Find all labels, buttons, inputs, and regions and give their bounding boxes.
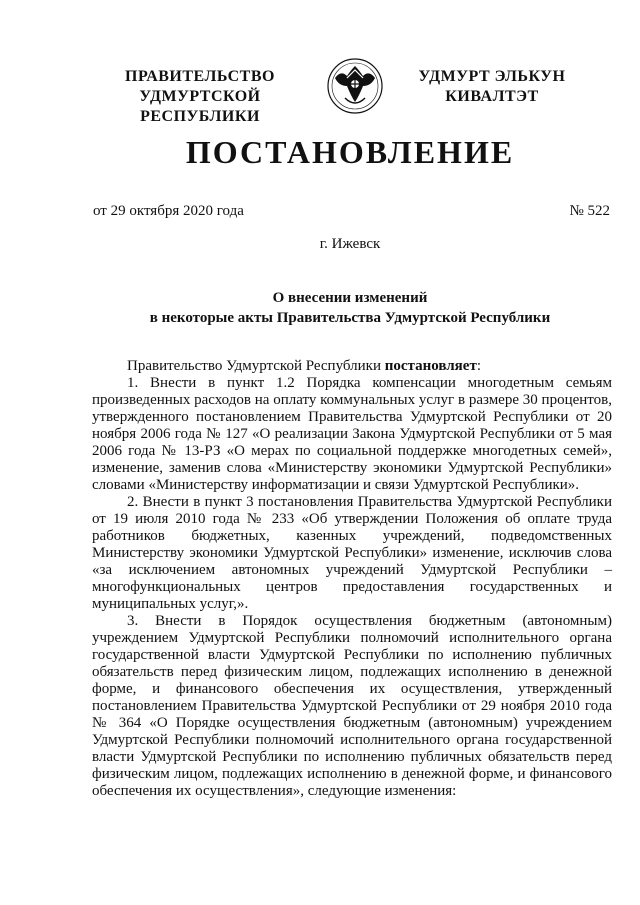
document-city: г. Ижевск <box>319 236 381 252</box>
header-right-authority <box>412 67 572 107</box>
header-left-authority <box>80 67 320 127</box>
document-type-title: ПОСТАНОВЛЕНИЕ <box>185 134 515 170</box>
udmurt-coat-of-arms-icon <box>327 56 383 116</box>
intro-colon: : <box>476 358 481 374</box>
document-body <box>92 358 612 800</box>
document-date: от 29 октября 2020 года <box>93 203 244 219</box>
intro-paragraph <box>92 358 612 375</box>
intro-keyword: постановляет <box>384 358 477 374</box>
paragraph-1: 1. Внести в пункт 1.2 Порядка компенсации многодетным семьям произведенных расходов на оплату коммунальных услуг в размере 30 процентов, утвержденного постановлением Правительства Удмуртской Республики от 20 ноября 2006 года № 127 «О реализации Закона Удмуртской Республики от 5 мая 2006 года № 13-РЗ «О мерах по социальной поддержке многодетных семей», изменение, заменив слова «Министерству экономики Удмуртской Республики» словами «Министерству информатизации и связи Удмуртской Республики». <box>92 375 612 493</box>
subject-line2: в некоторые акты Правительства Удмуртской Республики <box>149 310 551 326</box>
document-subject <box>0 288 640 328</box>
authority-name-line2: УДМУРТСКОЙ РЕСПУБЛИКИ <box>139 88 261 125</box>
intro-text: Правительство Удмуртской Республики <box>127 358 385 374</box>
paragraph-3: 3. Внести в Порядок осуществления бюджетным (автономным) учреждением Удмуртской Республики полномочий исполнительного органа государственной власти Удмуртской Республики по исполнению публичных обязательств перед физическим лицом, подлежащих исполнению в денежной форме, и финансового обеспечения их осуществления, утвержденный постановлением Правительства Удмуртской Республики от 29 ноября 2010 года № 364 «О Порядке осуществления бюджетным (автономным) учреждением Удмуртской Республики полномочий исполнительного органа государственной власти Удмуртской Республики по исполнению публичных обязательств перед физическим лицом, подлежащих исполнению в денежной форме, и финансового обеспечения их осуществления», следующие изменения: <box>92 613 612 799</box>
authority-name-udm-line2: КИВАЛТЭТ <box>445 88 539 105</box>
authority-name-line1: ПРАВИТЕЛЬСТВО <box>125 68 275 85</box>
document-number: № 522 <box>569 203 610 219</box>
paragraph-2: 2. Внести в пункт 3 постановления Правительства Удмуртской Республики от 19 июля 2010 года № 233 «Об утверждении Положения об оплате труда работников бюджетных, казенных учреждений, подведомственных Министерству экономики Удмуртской Республики» изменение, исключив слова «за исключением автономных учреждений Удмуртской Республики – многофункциональных центров предоставления государственных и муниципальных услуг,». <box>92 494 612 612</box>
subject-line1: О внесении изменений <box>272 290 428 306</box>
authority-name-udm-line1: УДМУРТ ЭЛЬКУН <box>418 68 566 85</box>
